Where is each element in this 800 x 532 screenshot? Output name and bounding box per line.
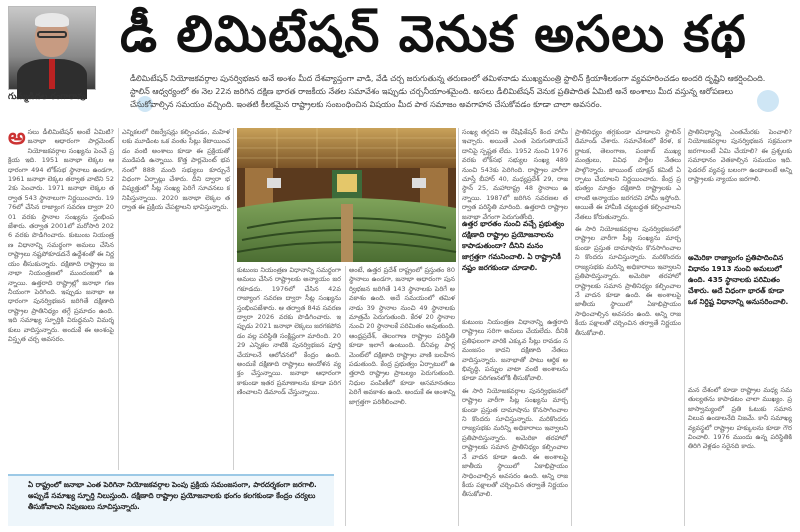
article-column-6b bbox=[688, 386, 792, 526]
bottom-callout-text: ఏ రాష్ట్రంలో జనాభా ఎంత పెరిగినా నియోజకవర్గాల పెంపు ప్రక్రియ సమంజసంగా, పారదర్శకంగా జరగాలి. అప్పుడే సమాఖ్య స్ఫూర్తి నిలుస్తుంది. దక్షిణాది రాష్ట్రాల ప్రయోజనాలకు భంగం కలగకుండా కేంద్రం చర్యలు తీసుకోవాలని నిపుణులు సూచిస్తున్నారు. bbox=[28, 480, 317, 511]
column-text: ప్రాతినిధ్యం తగ్గకుండా చూడాలని స్టాలిన్ డిమాండ్ చేశారు. సమావేశంలో కేరళ, కర్ణాటక, తెలంగాణ, పంజాబ్ ముఖ్యమంత్రులు, వివిధ పార్టీల నేతలు పాల్గొన్నారు. జాయింట్ యాక్షన్ కమిటీ ఏర్పాటు చేయాలని నిర్ణయించారు. కేంద్ర ప్రభుత్వం మాత్రం దక్షిణాది రాష్ట్రాలకు ఎలాంటి అన్యాయం జరగదని హామీ ఇస్తోంది. అయితే ఈ హామీకి చట్టబద్ధత కల్పించాలని నేతలు కోరుతున్నారు. bbox=[575, 128, 681, 221]
column-text: కుటుంబ నియంత్రణ విధానాన్ని ఉత్తరాది రాష్ట్రాలు సరిగా అమలు చేయలేదు. దీనికి ప్రతిఫలంగా వారికి ఎక్కువ సీట్లు రావడం సమంజసం కాదని దక్షిణాది నేతలు వాదిస్తున్నారు. జనాభాతో పాటు ఆర్థిక అభివృద్ధి, పన్నుల వాటా వంటి అంశాలను కూడా పరిగణనలోకి తీసుకోవాలి. bbox=[462, 318, 568, 383]
column-text: ప్రాతినిధ్యాన్ని ఎంతమేరకు పెంచాలి? నియోజకవర్గాల పునర్విభజన సక్రమంగా జరగాలంటే ఏమి చేయాలి? ఈ ప్రశ్నలకు సమాధానం వెతకాల్సిన సమయం ఇది. ఫెడరల్ వ్యవస్థ బలంగా ఉండాలంటే అన్ని రాష్ట్రాలకు న్యాయం జరగాలి. bbox=[688, 128, 792, 184]
column-text: ఈ సారి నియోజకవర్గాల పునర్విభజనలో రాష్ట్రాల వారీగా సీట్ల సంఖ్యను మార్చకుండా ప్రస్తుత దామాషాను కొనసాగించాలని కొందరు సూచిస్తున్నారు. మరికొందరు రాజ్యసభకు మరిన్ని అధికారాలు ఇవ్వాలని ప్రతిపాదిస్తున్నారు. అమెరికా తరహాలో రాష్ట్రాలకు సమాన ప్రాతినిధ్యం కల్పించాలనే వాదన కూడా ఉంది. ఈ అంశాలపై జాతీయ స్థాయిలో ఏకాభిప్రాయం సాధించాల్సిన అవసరం ఉంది. అన్ని రాజకీయ పక్షాలతో చర్చించిన తర్వాతే నిర్ణయం తీసుకోవాలి. bbox=[575, 225, 681, 337]
column-text: మన దేశంలో కూడా రాష్ట్రాల మధ్య సమతుల్యతను కాపాడటం చాలా ముఖ్యం. ప్రజాస్వామ్యంలో ప్రతి ఓటుకు సమాన విలువ ఉండాలనేది నిజమే. కానీ సమాఖ్య వ్యవస్థలో రాష్ట్రాల హక్కులను కూడా గౌరవించాలి. 1976 ముందు ఉన్న పరిస్థితికి తిరిగి వెళ్లడం సరైనది కాదు. bbox=[688, 386, 792, 451]
column-divider bbox=[458, 128, 459, 526]
drop-cap: అ bbox=[8, 125, 26, 150]
column-divider bbox=[571, 128, 572, 526]
column-text: ఎన్నికలలో రిజర్వేషన్లు కల్పించడం, మహిళలకు మూడింట ఒక వంతు సీట్లు కేటాయించడం వంటి అంశాలు కూడా ఈ ప్రక్రియతో ముడిపడి ఉన్నాయి. కొత్త పార్లమెంట్ భవనంలో 888 మంది సభ్యులు కూర్చునే విధంగా ఏర్పాట్లు చేశారు. దీని ద్వారా భవిష్యత్తులో సీట్ల సంఖ్య పెరిగే సూచనలు కనిపిస్తున్నాయి. 2020 జనాభా లెక్కల తర్వాత ఈ ప్రక్రియ చేపట్టాలని భావిస్తున్నారు. bbox=[122, 128, 230, 212]
parliament-chamber-photo bbox=[237, 128, 456, 262]
article-column-2 bbox=[122, 128, 230, 470]
article-column-1 bbox=[8, 125, 114, 470]
column-divider bbox=[684, 128, 685, 526]
column-text: ఈ సారి నియోజకవర్గాల పునర్విభజనలో రాష్ట్రాల వారీగా సీట్ల సంఖ్యను మార్చకుండా ప్రస్తుత దామాషాను కొనసాగించాలని కొందరు సూచిస్తున్నారు. మరికొందరు రాజ్యసభకు మరిన్ని అధికారాలు ఇవ్వాలని ప్రతిపాదిస్తున్నారు. అమెరికా తరహాలో రాష్ట్రాలకు సమాన ప్రాతినిధ్యం కల్పించాలనే వాదన కూడా ఉంది. ఈ అంశాలపై జాతీయ స్థాయిలో ఏకాభిప్రాయం సాధించాల్సిన అవసరం ఉంది. అన్ని రాజకీయ పక్షాలతో చర్చించిన తర్వాతే నిర్ణయం తీసుకోవాలి. bbox=[462, 386, 568, 499]
pull-quote bbox=[462, 218, 568, 314]
article-column-2b bbox=[237, 266, 341, 474]
column-divider bbox=[118, 128, 119, 470]
article-column-5 bbox=[575, 128, 681, 526]
article-column-6 bbox=[688, 128, 792, 248]
column-text: సలు డీలిమిటేషన్ అంటే ఏమిటి? జనాభా ఆధారంగా పార్లమెంట్ నియోజకవర్గాల సంఖ్యను పెంచే ప్రక్రియ ఇది. 1951 జనాభా లెక్కల ఆధారంగా 494 లోక్‌సభ స్థానాలు ఉండగా, 1961 జనాభా లెక్కల తర్వాత వాటిని 522కు పెంచారు. 1971 జనాభా లెక్కల తర్వాత 543 స్థానాలుగా నిర్ణయించారు. 1976లో చేసిన రాజ్యాంగ సవరణ ద్వారా 2001 వరకు స్థానాల సంఖ్యను స్తంభింపజేశారు. తర్వాత 2001లో మరోసారి 2026 వరకు పొడిగించారు. కుటుంబ నియంత్రణ విధానాన్ని సమర్థంగా అమలు చేసిన రాష్ట్రాలు నష్టపోకూడదనే ఉద్దేశంతో ఈ నిర్ణయం తీసుకున్నారు. దక్షిణాది రాష్ట్రాలు జనాభా నియంత్రణలో ముందంజలో ఉన్నాయి. ఉత్తరాది రాష్ట్రాల్లో జనాభా గణనీయంగా పెరిగింది. ఇప్పుడు జనాభా ఆధారంగా పునర్విభజన జరిగితే దక్షిణాది రాష్ట్రాల ప్రాతినిధ్యం తగ్గే ప్రమాదం ఉంది. ఇది సమాఖ్య స్ఫూర్తికి విరుద్ధమని విమర్శకులు వాదిస్తున్నారు. అందుకే ఈ అంశంపై విస్తృత చర్చ అవసరం. bbox=[8, 128, 114, 343]
author-photo bbox=[8, 6, 96, 90]
bottom-callout bbox=[8, 474, 334, 526]
column-divider bbox=[233, 128, 234, 470]
column-text: అంటే, ఉత్తర ప్రదేశ్ రాష్ట్రంలో ప్రస్తుతం 80 స్థానాలు ఉండగా, జనాభా ఆధారంగా పునర్విభజన జరిగితే 143 స్థానాలకు పెరిగే అవకాశం ఉంది. అదే సమయంలో తమిళనాడు 39 స్థానాల నుంచి 49 స్థానాలకు మాత్రమే పెరుగుతుంది. కేరళ 20 స్థానాల నుంచి 20 స్థానాలకే పరిమితం అవుతుంది. ఆంధ్రప్రదేశ్, తెలంగాణ రాష్ట్రాల పరిస్థితి కూడా ఇలాగే ఉంటుంది. దీనివల్ల పార్లమెంట్‌లో దక్షిణాది రాష్ట్రాల వాణి బలహీనపడుతుంది. కేంద్ర ప్రభుత్వం ఏర్పాటులో ఉత్తరాది రాష్ట్రాల ప్రాబల్యం పెరుగుతుంది. నిధుల పంపిణీలో కూడా అసమానతలు పెరిగే అవకాశం ఉంది. అందుకే ఈ అంశాన్ని జాగ్రత్తగా పరిశీలించాలి. bbox=[349, 266, 455, 406]
pull-quote-2 bbox=[688, 252, 792, 382]
pull-quote-text: ఉత్తర భారతం నుంచి వచ్చే ప్రభుత్వం దక్షిణాది రాష్ట్రాల ప్రయోజనాలను కాపాడుతుందా? దీనిని మనం జాగ్రత్తగా గమనించాలి. ఏ రాష్ట్రానికీ నష్టం జరగకుండా చూడాలి. bbox=[462, 219, 565, 272]
author-name: గుమ్మడిదల రంగారావు bbox=[8, 92, 86, 102]
article-column-4b bbox=[462, 318, 568, 526]
headline: డీ లిమిటేషన్ వెనుక అసలు కథ bbox=[120, 4, 747, 63]
article-column-3 bbox=[349, 266, 455, 526]
parliament-illustration bbox=[237, 128, 456, 262]
article-column-4 bbox=[462, 128, 568, 221]
column-text: కుటుంబ నియంత్రణ విధానాన్ని సమర్థంగా అమలు చేసిన రాష్ట్రాలకు అన్యాయం జరగకూడదు. 1976లో చేసిన 42వ రాజ్యాంగ సవరణ ద్వారా సీట్ల సంఖ్యను స్తంభింపజేశారు. ఆ తర్వాత 84వ సవరణ ద్వారా 2026 వరకు పొడిగించారు. ఇప్పుడు 2021 జనాభా లెక్కలు జరగకపోవడం వల్ల పరిస్థితి సంక్లిష్టంగా మారింది. 2029 ఎన్నికల నాటికి పునర్విభజన పూర్తి చేయాలనే ఆలోచనలో కేంద్రం ఉంది. అందుకే దక్షిణాది రాష్ట్రాలు ఆందోళన వ్యక్తం చేస్తున్నాయి. జనాభా ఆధారంగా కాకుండా ఇతర ప్రమాణాలను కూడా పరిగణించాలని డిమాండ్ చేస్తున్నాయి. bbox=[237, 266, 341, 397]
intro-paragraph: డీలిమిటేషన్ నియోజకవర్గాల పునర్విభజన అనే అంశం మీద దేశవ్యాప్తంగా వాడి, వేడి చర్చ జరుగుతున్న తరుణంలో తమిళనాడు ముఖ్యమంత్రి స్టాలిన్ క్రియాశీలకంగా వ్యవహరించడం అందరి దృష్టిని ఆకర్షించింది. స్టాలిన్ ఆధ్వర్యంలో ఈ నెల 22న జరిగిన దక్షిణ భారత రాజకీయ నేతల సమావేశం ఇప్పుడు చర్చనీయాంశమైంది. అసలు డీలిమిటేషన్ వెనుక ప్రతిపాదిత ఏమిటి అనే అంశాలు మీద వస్తున్న ఆరోపణలు చేసుకోవాల్సిన సమయం వచ్చింది. ఇంతటి కీలకమైన రాష్ట్రాలకు సంబంధించిన విషయం మీద పాఠ సమాజం అవగాహన చేసుకోవడం కూడా చాలా అవసరం. bbox=[130, 74, 766, 109]
column-text: సంఖ్య తగ్గదని ఆ రేషిఫికేషన్ కింద హామీ ఇచ్చారు. అయితే ఎంత పెరుగుతాయనే దానిపై స్పష్టత లేదు. 1952 నుంచి 1976 వరకు లోక్‌సభ సభ్యుల సంఖ్య 489 నుంచి 543కు పెరిగింది. రాష్ట్రాల వారీగా చూస్తే బీహార్ 40, మధ్యప్రదేశ్ 29, రాజస్థాన్ 25, మహారాష్ట్ర 48 స్థానాలు ఉన్నాయి. 1987లో జరిగిన సవరణల తర్వాత పరిస్థితి మారింది. ఉత్తరాది రాష్ట్రాల జనాభా వేగంగా పెరుగుతోంది. bbox=[462, 128, 568, 221]
pull-quote-text: అమెరికా రాజ్యాంగం ప్రతిపాదించిన విధానం 1913 నుంచి అమలులో ఉంది. 435 స్థానాలకు పరిమితం చేశారు. అదే విధంగా భారత్ కూడా ఒక నిర్దిష్ట విధానాన్ని అనుసరించాలి. bbox=[688, 253, 789, 306]
column-divider bbox=[345, 266, 346, 526]
